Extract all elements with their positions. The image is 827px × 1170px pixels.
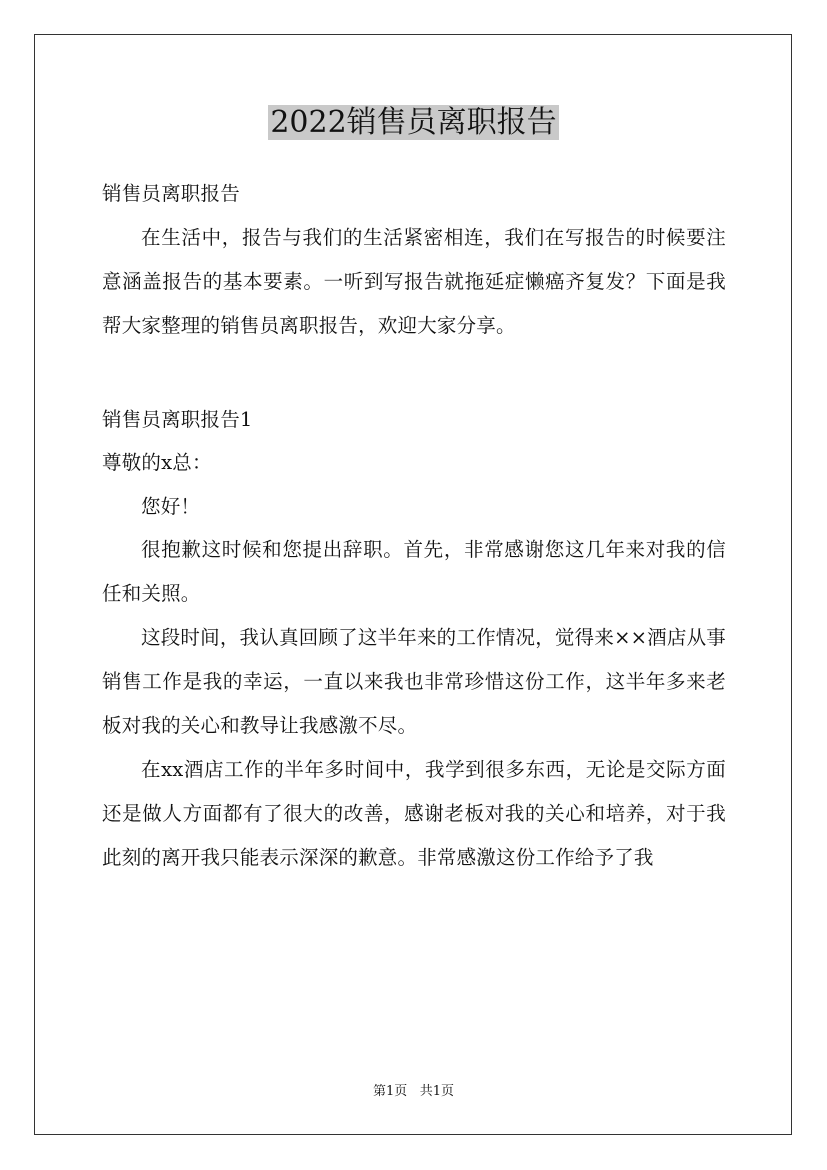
body-paragraph-3: 在xx酒店工作的半年多时间中，我学到很多东西，无论是交际方面还是做人方面都有了很大的改善，感谢老板对我的关心和培养，对于我此刻的离开我只能表示深深的歉意。非常感激这份工作给予了我: [102, 758, 726, 869]
body-paragraph-1: 很抱歉这时候和您提出辞职。首先，非常感谢您这几年来对我的信任和关照。: [102, 538, 726, 605]
page-total: 共1页: [419, 1084, 454, 1099]
greeting: 您好！: [141, 494, 201, 518]
section-heading: 销售员离职报告1: [102, 407, 253, 431]
spacer: [102, 348, 726, 398]
intro-paragraph: 在生活中，报告与我们的生活紧密相连，我们在写报告的时候要注意涵盖报告的基本要素。一听到写报告就拖延症懒癌齐复发？下面是我帮大家整理的销售员离职报告，欢迎大家分享。: [102, 225, 726, 337]
page-footer: [0, 1082, 827, 1102]
body-paragraph-2: 这段时间，我认真回顾了这半年来的工作情况，觉得来××酒店从事销售工作是我的幸运，一直以来我也非常珍惜这份工作，这半年多来老板对我的关心和教导让我感激不尽。: [102, 626, 726, 737]
salutation: 尊敬的x总：: [102, 451, 212, 474]
document-title: 2022销售员离职报告: [270, 105, 557, 140]
subtitle: 销售员离职报告: [102, 182, 240, 205]
document-body: [102, 172, 726, 880]
page-number: 第1页: [373, 1084, 408, 1099]
